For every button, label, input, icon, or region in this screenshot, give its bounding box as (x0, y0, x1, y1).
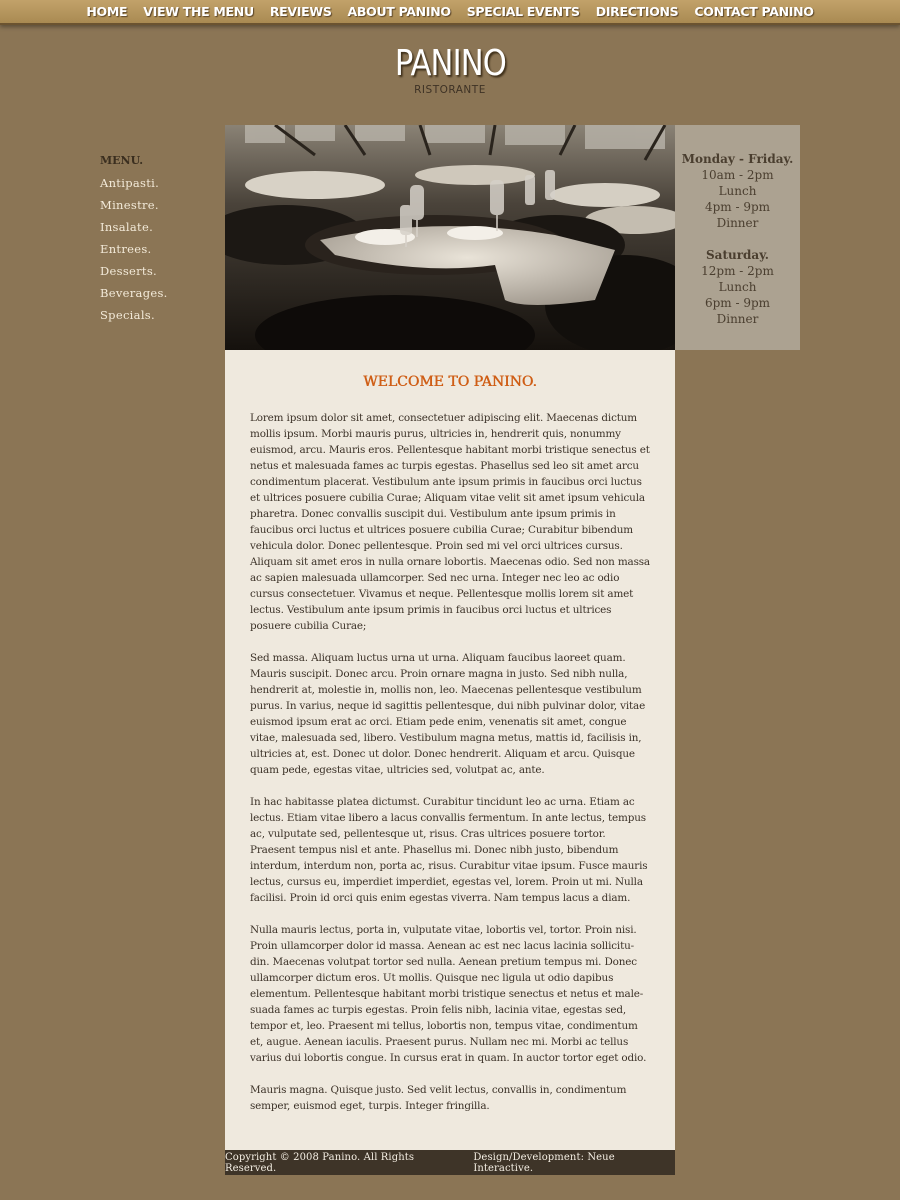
content-paragraph: Nulla mauris lectus, porta in, vulputate vitae, lobortis vel, tortor. Proin nisi. Proin ullamcorper dolor id massa. Aenean ac est nec lacus lacinia sollicitu-din. Maecenas volutpat tortor sed nulla. Aenean pretium tempus mi. Donec ullamcorper dictum eros. Ut mollis. Quisque nec ligula ut odio dapibus elementum. Pellentesque habitant morbi tristique senectus et netus et male-suada fames ac turpis egestas. Proin felis nibh, lacinia vitae, egestas sed, tempor et, leo. Praesent mi tellus, lobortis non, tempus vitae, condimentum et, augue. Aenean iaculis. Praesent purus. Nullam nec mi. Morbi ac tellus varius dui lobortis congue. In cursus erat in quam. In auctor tortor eget odio. (250, 924, 647, 1064)
hours-saturday-dinner-time: 6pm - 9pm (704, 296, 771, 310)
hours-saturday-label: Saturday. (706, 248, 769, 262)
hours-panel (675, 125, 800, 350)
side-menu-item-specials[interactable]: Specials. (100, 308, 155, 322)
side-menu (100, 152, 220, 328)
logo[interactable] (0, 44, 900, 96)
content-paragraph: Mauris magna. Quisque justo. Sed velit lectus, convallis in, condimentum semper, euismod eget, turpis. Integer fringilla. (250, 1084, 627, 1112)
hours-saturday-dinner: Dinner (716, 312, 759, 326)
nav-view-the-menu[interactable]: VIEW THE MENU (143, 4, 254, 19)
content-paragraph: Lorem ipsum dolor sit amet, consectetuer adipiscing elit. Maecenas dictum mollis ipsum. Morbi mauris purus, ultricies in, hendrerit quis, nonummy euismod, arcu. Mauris eros. Pellentesque habitant morbi tristique senectus et netus et malesuada fames ac turpis egestas. Phasellus sed leo sit amet arcu condimentum placerat. Vestibulum ante ipsum primis in faucibus orci luctus et ultrices posuere cubilia Curae; Aliquam vitae velit sit amet ipsum vehicula pharetra. Donec convallis suscipit dui. Vestibulum ante ipsum primis in faucibus orci luctus et ultrices posuere cubilia Curae; Curabitur bibendum vehicula dolor. Donec pellentesque. Proin sed mi vel orci ultrices cursus. Aliquam sit amet eros in nulla ornare lobortis. Maecenas odio. Sed non massa ac sapien malesuada ullamcorper. Sed nec urna. Integer nec leo ac odio cursus consectetuer. Vivamus et neque. Pellentesque mollis lorem sit amet lectus. Vestibulum ante ipsum primis in faucibus orci luctus et ultrices posuere cubilia Curae; (250, 412, 650, 632)
nav-about-panino[interactable]: ABOUT PANINO (347, 4, 451, 19)
side-menu-item-entrees[interactable]: Entrees. (100, 242, 152, 256)
side-menu-item-antipasti[interactable]: Antipasti. (100, 176, 160, 190)
side-menu-item-minestre[interactable]: Minestre. (100, 198, 159, 212)
hours-weekday-dinner: Dinner (716, 216, 759, 230)
side-menu-item-insalate[interactable]: Insalate. (100, 220, 154, 234)
nav-reviews[interactable]: REVIEWS (269, 4, 332, 19)
main-content (225, 350, 675, 1150)
footer (225, 1150, 675, 1175)
hero-photo (225, 125, 675, 350)
side-menu-item-beverages[interactable]: Beverages. (100, 286, 168, 300)
restaurant-interior-image (225, 125, 675, 350)
nav-special-events[interactable]: SPECIAL EVENTS (466, 4, 580, 19)
nav-contact-panino[interactable]: CONTACT PANINO (694, 4, 814, 19)
hours-weekday-dinner-time: 4pm - 9pm (704, 200, 771, 214)
hours-weekday-lunch-time: 10am - 2pm (701, 168, 774, 182)
side-menu-item-desserts[interactable]: Desserts. (100, 264, 158, 278)
content-paragraph: Sed massa. Aliquam luctus urna ut urna. Aliquam faucibus laoreet quam. Mauris suscipit. Donec arcu. Proin ornare magna in justo. Sed nibh nulla, hendrerit at, molestie in, mollis non, leo. Maecenas pellentesque vestibulum purus. In varius, neque id sagittis pellentesque, dui nibh pulvinar dolor, vitae euismod ipsum erat ac orci. Etiam pede enim, venenatis sit amet, congue vitae, malesuada sed, libero. Vestibulum magna metus, mattis id, facilisis in, ultricies at, est. Donec ut dolor. Donec hendrerit. Aliquam et arcu. Quisque quam pede, egestas vitae, ultricies sed, volutpat ac, ante. (250, 652, 646, 776)
nav-directions[interactable]: DIRECTIONS (595, 4, 679, 19)
top-nav (0, 0, 900, 25)
side-menu-title: MENU. (100, 154, 144, 167)
logo-name: PANINO (394, 43, 506, 84)
hours-saturday-lunch-time: 12pm - 2pm (701, 264, 774, 278)
hours-weekday-lunch: Lunch (718, 184, 757, 198)
hours-weekday-label: Monday - Friday. (681, 152, 794, 166)
footer-credit[interactable]: Design/Development: Neue Interactive. (473, 1151, 615, 1174)
content-paragraph: In hac habitasse platea dictumst. Curabitur tincidunt leo ac urna. Etiam ac lectus. Etiam vitae libero a lacus convallis fermentum. In ante lectus, tempus ac, vulputate sed, pellentesque ut, risus. Cras ultrices posuere tortor. Praesent tempus nisl et ante. Phasellus mi. Donec nibh justo, bibendum interdum, interdum non, porta ac, risus. Curabitur vitae ipsum. Fusce mauris lectus, cursus eu, imperdiet imperdiet, egestas vel, lorem. Proin ut mi. Nulla facilisi. Proin id orci quis enim egestas viverra. Nam tempus lacus a diam. (250, 796, 648, 904)
nav-home[interactable]: HOME (86, 4, 128, 19)
page-title: WELCOME TO PANINO. (363, 374, 537, 390)
hours-saturday-lunch: Lunch (718, 280, 757, 294)
footer-copyright: Copyright © 2008 Panino. All Rights Reserved. (225, 1151, 415, 1174)
logo-subtitle: RISTORANTE (414, 84, 486, 96)
